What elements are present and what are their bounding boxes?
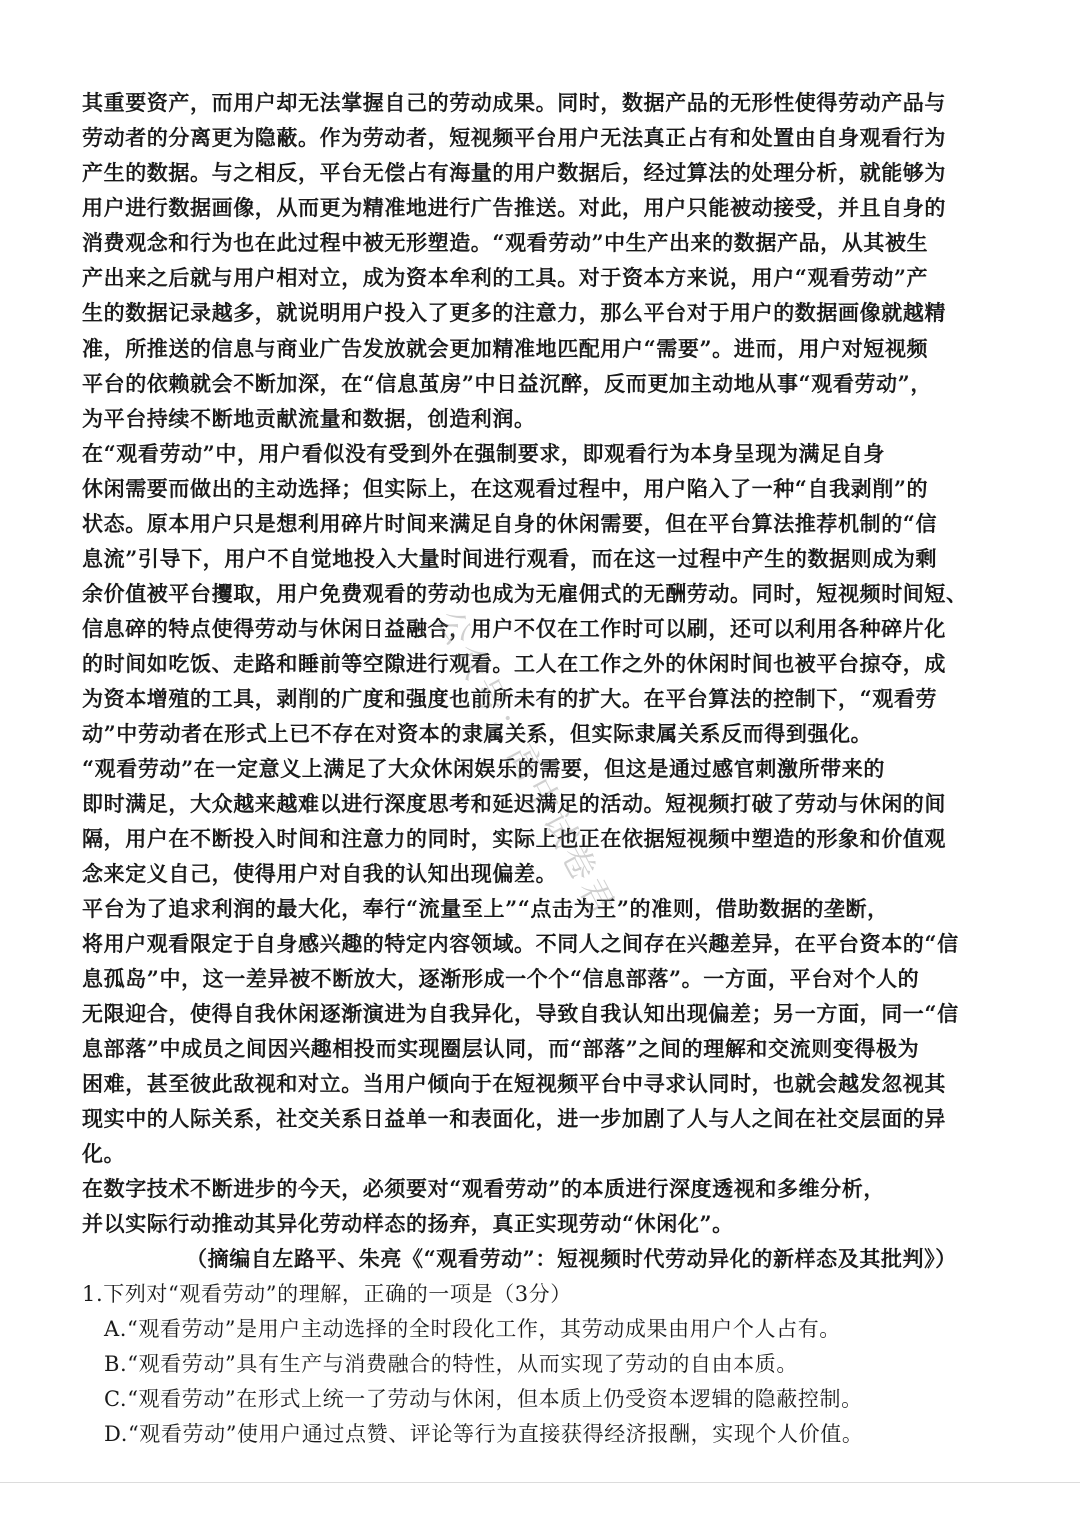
- option-d: D.“观看劳动”使用户通过点赞、评论等行为直接获得经济报酬，实现个人价值。: [104, 1422, 864, 1446]
- article-line: “观看劳动”在一定意义上满足了大众休闲娱乐的需要，但这是通过感官刺激所带来的: [82, 756, 885, 781]
- article-line: 息孤岛”中，这一差异被不断放大，逐渐形成一个个“信息部落”。一方面，平台对个人的: [82, 966, 920, 991]
- article-line: 产出来之后就与用户相对立，成为资本牟利的工具。对于资本方来说，用户“观看劳动”产: [82, 265, 929, 290]
- option-c: C.“观看劳动”在形式上统一了劳动与休闲，但本质上仍受资本逻辑的隐蔽控制。: [104, 1387, 863, 1411]
- article-line: 并以实际行动推动其异化劳动样态的扬弃，真正实现劳动“休闲化”。: [82, 1211, 734, 1236]
- article-line: 劳动者的分离更为隐蔽。作为劳动者，短视频平台用户无法真正占有和处置由自身观看行为: [82, 125, 946, 150]
- article-line: 在“观看劳动”中，用户看似没有受到外在强制要求，即观看行为本身呈现为满足自身: [82, 441, 885, 466]
- article-line: 产生的数据。与之相反，平台无偿占有海量的用户数据后，经过算法的处理分析，就能够为: [82, 160, 946, 185]
- article-line: 用户进行数据画像，从而更为精准地进行广告推送。对此，用户只能被动接受，并且自身的: [82, 195, 946, 220]
- article-line: 平台为了追求利润的最大化，奉行“流量至上”“点击为王”的准则，借助数据的垄断，: [82, 896, 889, 921]
- article-line: 息流”引导下，用户不自觉地投入大量时间进行观看，而在这一过程中产生的数据则成为剩: [82, 546, 938, 571]
- article-line: 消费观念和行为也在此过程中被无形塑造。“观看劳动”中生产出来的数据产品，从其被生: [82, 230, 929, 255]
- article-line: 隔，用户在不断投入时间和注意力的同时，实际上也正在依据短视频中塑造的形象和价值观: [82, 826, 946, 851]
- article-line: 准，所推送的信息与商业广告发放就会更加精准地匹配用户“需要”。进而，用户对短视频: [82, 336, 929, 361]
- article-line: 其重要资产，而用户却无法掌握自己的劳动成果。同时，数据产品的无形性使得劳动产品与: [82, 90, 946, 115]
- bottom-divider: [0, 1482, 1080, 1483]
- article-source: （摘编自左路平、朱亮《“观看劳动”：短视频时代劳动异化的新样态及其批判》）: [186, 1246, 957, 1271]
- article-line: 为资本增殖的工具，剥削的广度和强度也前所未有的扩大。在平台算法的控制下，“观看劳: [82, 686, 938, 711]
- article-line: 念来定义自己，使得用户对自我的认知出现偏差。: [82, 861, 558, 886]
- article-line: 为平台持续不断地贡献流量和数据，创造利润。: [82, 406, 536, 431]
- article-line: 休闲需要而做出的主动选择；但实际上，在这观看过程中，用户陷入了一种“自我剥削”的: [82, 476, 929, 501]
- article-line: 无限迎合，使得自我休闲逐渐演进为自我异化，导致自我认知出现偏差；另一方面，同一“信: [82, 1001, 959, 1026]
- article-line: 即时满足，大众越来越难以进行深度思考和延迟满足的活动。短视频打破了劳动与休闲的间: [82, 791, 946, 816]
- article-line: 化。: [82, 1141, 126, 1166]
- article-line: 信息碎的特点使得劳动与休闲日益融合，用户不仅在工作时可以刷，还可以利用各种碎片化: [82, 616, 946, 641]
- article-line: 平台的依赖就会不断加深，在“信息茧房”中日益沉醉，反而更加主动地从事“观看劳动”，: [82, 371, 932, 396]
- article-line: 的时间如吃饭、走路和睡前等空隙进行观看。工人在工作之外的休闲时间也被平台掠夺，成: [82, 651, 946, 676]
- article-line: 息部落”中成员之间因兴趣相投而实现圈层认同，而“部落”之间的理解和交流则变得极为: [82, 1036, 920, 1061]
- article-line: 困难，甚至彼此敌视和对立。当用户倾向于在短视频平台中寻求认同时，也就会越发忽视其: [82, 1071, 946, 1096]
- question-stem: 1.下列对“观看劳动”的理解，正确的一项是（3分）: [82, 1282, 572, 1306]
- article-line: 在数字技术不断进步的今天，必须要对“观看劳动”的本质进行深度透视和多维分析，: [82, 1176, 885, 1201]
- watermark-text: 公众号：高中试卷君: [427, 603, 624, 925]
- option-a: A.“观看劳动”是用户主动选择的全时段化工作，其劳动成果由用户个人占有。: [104, 1317, 841, 1341]
- option-b: B.“观看劳动”具有生产与消费融合的特性，从而实现了劳动的自由本质。: [104, 1352, 798, 1376]
- article-line: 将用户观看限定于自身感兴趣的特定内容领域。不同人之间存在兴趣差异，在平台资本的“信: [82, 931, 959, 956]
- article-line: 状态。原本用户只是想利用碎片时间来满足自身的休闲需要，但在平台算法推荐机制的“信: [82, 511, 938, 536]
- article-line: 生的数据记录越多，就说明用户投入了更多的注意力，那么平台对于用户的数据画像就越精: [82, 300, 946, 325]
- article-line: 现实中的人际关系，社交关系日益单一和表面化，进一步加剧了人与人之间在社交层面的异: [82, 1106, 946, 1131]
- article-line: 余价值被平台攫取，用户免费观看的劳动也成为无雇佣式的无酬劳动。同时，短视频时间短、: [82, 581, 968, 606]
- article-line: 动”中劳动者在形式上已不存在对资本的隶属关系，但实际隶属关系反而得到强化。: [82, 721, 873, 746]
